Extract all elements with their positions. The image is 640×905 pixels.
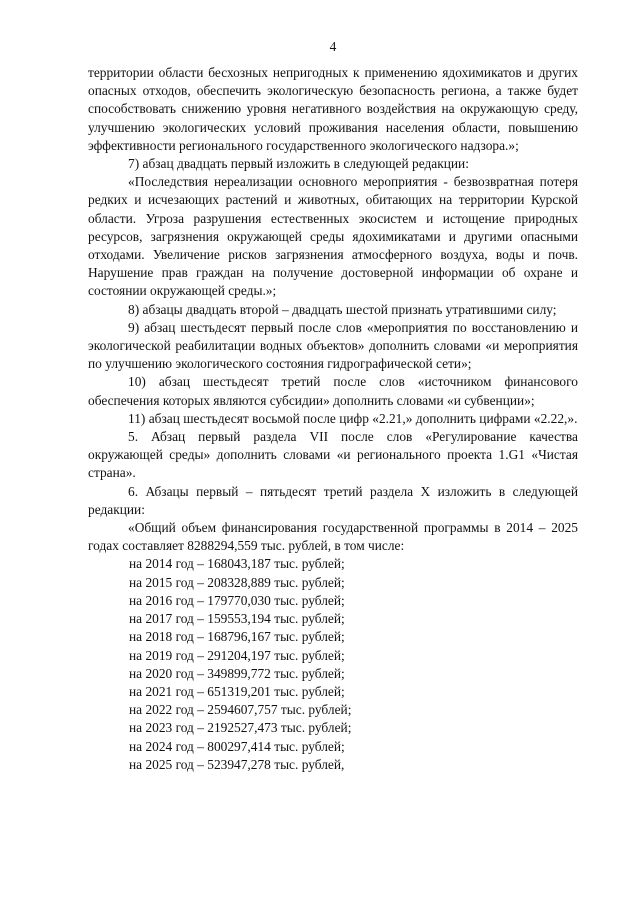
paragraph-1: территории области бесхозных непригодных к применению ядохимикатов и других опасных отходов, обеспечить экологическую безопасность региона, а также будет способствовать снижению уровня негативного воздействия на окружающую среду, улучшению экологических условий проживания населения области, повышению эффективности регионального государственного экологического надзора.»; bbox=[88, 65, 578, 153]
funding-year-item: на 2024 год – 800297,414 тыс. рублей; bbox=[129, 738, 345, 754]
funding-year-item: на 2025 год – 523947,278 тыс. рублей, bbox=[129, 756, 345, 772]
funding-year-item: на 2020 год – 349899,772 тыс. рублей; bbox=[129, 665, 345, 681]
paragraph-2: 7) абзац двадцать первый изложить в следующей редакции: bbox=[128, 156, 469, 172]
funding-year-item: на 2014 год – 168043,187 тыс. рублей; bbox=[129, 556, 345, 572]
funding-year-item: на 2018 год – 168796,167 тыс. рублей; bbox=[129, 629, 345, 645]
document-page bbox=[88, 38, 578, 774]
paragraph-9: 6. Абзацы первый – пятьдесят третий раздела X изложить в следующей редакции: bbox=[88, 483, 578, 517]
paragraph-7: 11) абзац шестьдесят восьмой после цифр «2.21,» дополнить цифрами «2.22,». bbox=[128, 410, 578, 426]
funding-year-item: на 2022 год – 2594607,757 тыс. рублей; bbox=[129, 702, 352, 718]
funding-year-item: на 2017 год – 159553,194 тыс. рублей; bbox=[129, 611, 345, 627]
funding-year-item: на 2023 год – 2192527,473 тыс. рублей; bbox=[129, 720, 352, 736]
paragraph-6: 10) абзац шестьдесят третий после слов «источником финансового обеспечения которых являются субсидии» дополнить словами «и субвенции»; bbox=[88, 374, 578, 408]
funding-year-item: на 2019 год – 291204,197 тыс. рублей; bbox=[129, 647, 345, 663]
page-number: 4 bbox=[329, 39, 337, 54]
funding-by-year-list bbox=[88, 555, 578, 773]
funding-year-item: на 2016 год – 179770,030 тыс. рублей; bbox=[129, 592, 345, 608]
paragraph-5: 9) абзац шестьдесят первый после слов «мероприятия по восстановлению и экологической реабилитации водных объектов» дополнить словами «и мероприятия по улучшению экологического состояния гидрографической сети»; bbox=[88, 319, 578, 372]
paragraph-4: 8) абзацы двадцать второй – двадцать шестой признать утратившими силу; bbox=[128, 301, 557, 317]
funding-year-item: на 2021 год – 651319,201 тыс. рублей; bbox=[129, 683, 345, 699]
paragraph-8: 5. Абзац первый раздела VII после слов «Регулирование качества окружающей среды» дополнить словами «и регионального проекта 1.G1 «Чистая страна». bbox=[88, 429, 578, 481]
paragraph-3: «Последствия нереализации основного мероприятия - безвозвратная потеря редких и исчезающих растений и животных, обитающих на территории Курской области. Угроза разрушения естественных экосистем и истощение природных ресурсов, загрязнения окружающей среды ядохимикатами и другими опасными отходами. Увеличение рисков загрязнения атмосферного воздуха, воды и почв. Нарушение прав граждан на получение достоверной информации об охране и состоянии окружающей среды.»; bbox=[88, 174, 578, 299]
paragraph-10: «Общий объем финансирования государственной программы в 2014 – 2025 годах составляет 8288294,559 тыс. рублей, в том числе: bbox=[88, 520, 578, 554]
funding-year-item: на 2015 год – 208328,889 тыс. рублей; bbox=[129, 574, 345, 590]
